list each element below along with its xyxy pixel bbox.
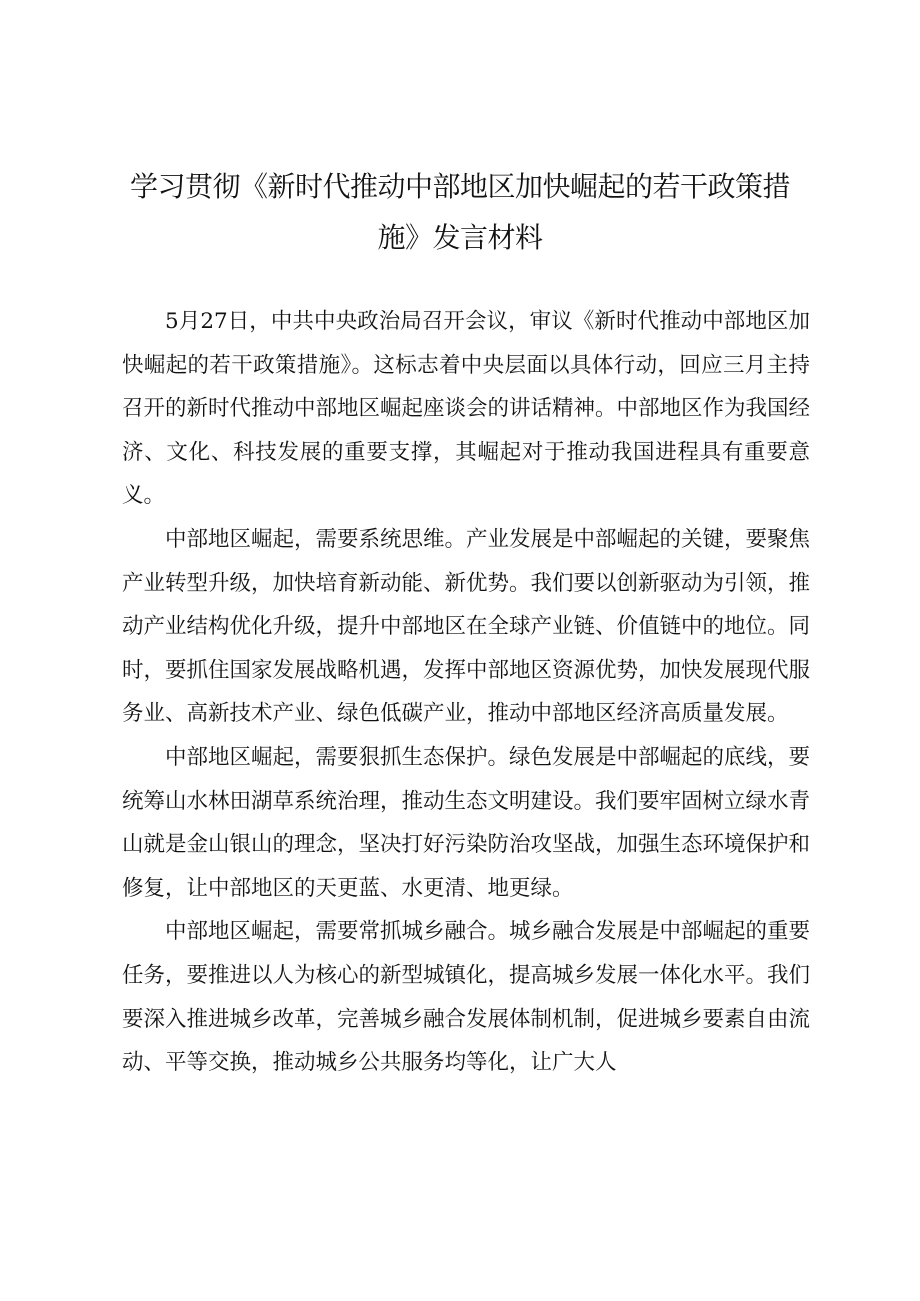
document-title-line-2: 施》发言材料 (377, 221, 543, 254)
paragraph-industry: 中部地区崛起，需要系统思维。产业发展是中部崛起的关键，要聚焦产业转型升级，加快培育新动能、新优势。我们要以创新驱动为引领，推动产业结构优化升级，提升中部地区在全球产业链、价值链中的地位。同时，要抓住国家发展战略机遇，发挥中部地区资源优势，加快发展现代服务业、高新技术产业、绿色低碳产业，推动中部地区经济高质量发展。 (122, 526, 811, 727)
paragraph-ecology: 中部地区崛起，需要狠抓生态保护。绿色发展是中部崛起的底线，要统筹山水林田湖草系统治理，推动生态文明建设。我们要牢固树立绿水青山就是金山银山的理念，坚决打好污染防治攻坚战，加强生态环境保护和修复，让中部地区的天更蓝、水更清、地更绿。 (122, 744, 811, 901)
paragraph-urban-rural: 中部地区崛起，需要常抓城乡融合。城乡融合发展是中部崛起的重要任务，要推进以人为核心的新型城镇化，提高城乡发展一体化水平。我们要深入推进城乡改革，完善城乡融合发展体制机制，促进城乡要素自由流动、平等交换，推动城乡公共服务均等化，让广大人 (122, 919, 811, 1076)
document-title-line-1: 学习贯彻《新时代推动中部地区加快崛起的若干政策措 (129, 170, 790, 203)
document-body (122, 300, 810, 1085)
paragraph-intro: 5月27日，中共中央政治局召开会议，审议《新时代推动中部地区加快崛起的若干政策措施》。这标志着中央层面以具体行动，回应三月主持召开的新时代推动中部地区崛起座谈会的讲话精神。中部地区作为我国经济、文化、科技发展的重要支撑，其崛起对于推动我国进程具有重要意义。 (122, 309, 811, 509)
